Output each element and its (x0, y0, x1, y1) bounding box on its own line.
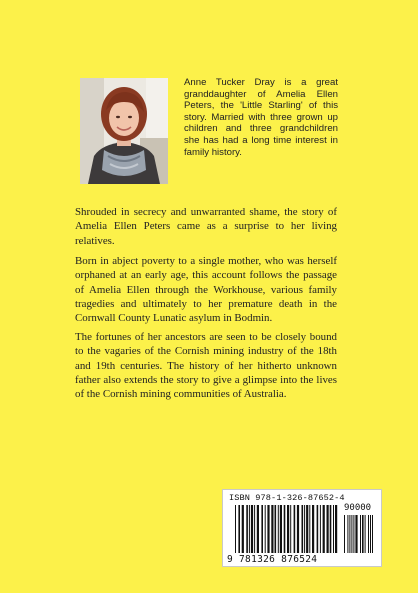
barcode-bar (368, 515, 369, 553)
author-photo (80, 78, 168, 184)
barcode-bar (360, 515, 361, 553)
barcode-bar (280, 505, 282, 553)
barcode-bar (261, 505, 263, 553)
barcode-bar (312, 505, 314, 553)
barcode-bar (362, 515, 364, 553)
barcode-bar (372, 515, 373, 553)
barcode-bar (302, 505, 304, 553)
blurb-paragraph-1: Shrouded in secrecy and unwarranted shame, the story of Amelia Ellen Peters came as a surprise to her living relatives. (75, 206, 337, 247)
barcode-bar (251, 505, 253, 553)
barcode-bar (287, 505, 289, 553)
barcode-digits: 9 781326 876524 (227, 554, 318, 565)
barcode-bar (365, 515, 366, 553)
barcode-bar (309, 505, 310, 553)
barcode-bar (278, 505, 279, 553)
barcode-bar (355, 515, 357, 553)
blurb-paragraph-3: The fortunes of her ancestors are seen to be closely bound to the vagaries of the Cornish mining industry of the 18th and 19th centuries. The history of her hitherto unknown father also extends the story to give a glimpse into the lives of the Cornish mining communities of Australia. (75, 331, 337, 401)
author-bio: Anne Tucker Dray is a great granddaughter of Amelia Ellen Peters, the 'Little Starling' of this story. Married with three grown up children and three grandchildren she has had a long time interest in family history. (184, 77, 338, 158)
barcode-bar (238, 505, 240, 553)
barcode-bar (290, 505, 291, 553)
barcode-bar (235, 505, 236, 553)
barcode-bar (351, 515, 352, 553)
barcode-bar (271, 505, 273, 553)
barcode-bar (306, 505, 308, 553)
barcode-bar (249, 505, 250, 553)
barcode-bar (327, 505, 329, 553)
barcode-bar (297, 505, 299, 553)
blurb-paragraph-2: Born in abject poverty to a single mother, who was herself orphaned at an early age, this account follows the passage of Amelia Ellen through the Workhouse, various family tragedies and ultimately to her premature death in the Cornwall County Lunatic asylum in Bodmin. (75, 255, 337, 325)
barcode-bar (370, 515, 371, 553)
barcode-bar (246, 505, 248, 553)
barcode-bar (333, 505, 334, 553)
barcode-bar (344, 515, 345, 553)
barcode-price-code: 90000 (344, 503, 372, 513)
barcode-bar (320, 505, 321, 553)
barcode-bar (317, 505, 319, 553)
barcode-bar (353, 515, 354, 553)
barcode-bar (323, 505, 325, 553)
barcode-bar (294, 505, 296, 553)
barcode-bar (335, 505, 337, 553)
isbn-barcode (222, 489, 382, 567)
barcode-bar (347, 515, 348, 553)
barcode-bar (284, 505, 286, 553)
isbn-text: ISBN 978-1-326-87652-4 (229, 493, 345, 503)
barcode-bar (275, 505, 277, 553)
barcode-bar (349, 515, 350, 553)
barcode-bar (267, 505, 269, 553)
barcode-bar (242, 505, 244, 553)
barcode-bar (304, 505, 305, 553)
barcode-bar (265, 505, 266, 553)
barcode-bar (257, 505, 259, 553)
barcode-bar (254, 505, 255, 553)
barcode-bar (330, 505, 332, 553)
